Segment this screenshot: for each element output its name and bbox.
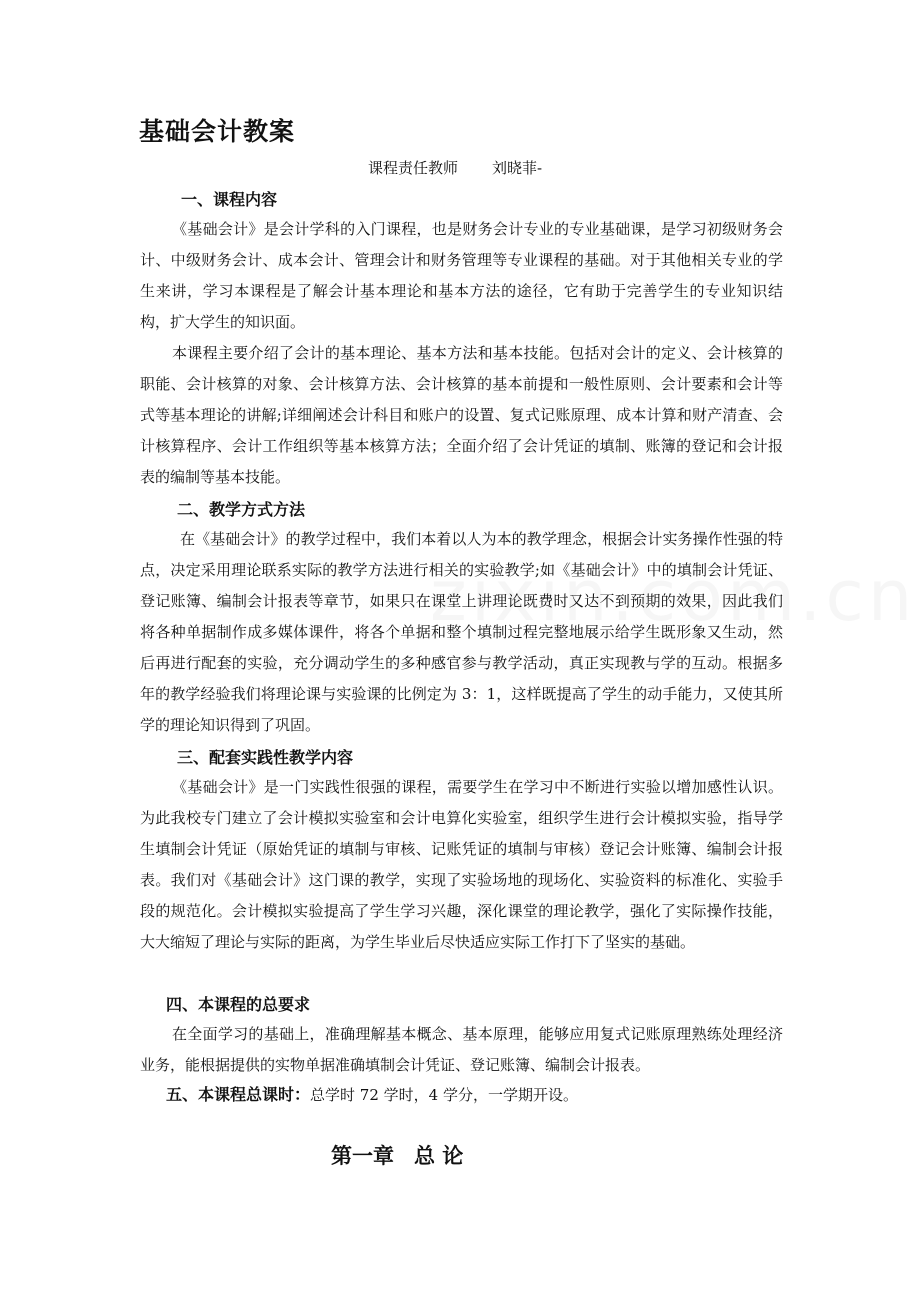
- section-heading-course-content: 一、课程内容: [181, 190, 278, 209]
- total-hours-line: [166, 1082, 578, 1105]
- teacher-line: [368, 157, 542, 178]
- teacher-name: 刘晓菲-: [492, 159, 543, 177]
- chapter-title: [331, 1140, 463, 1170]
- total-hours-label: 五、本课程总课时：: [166, 1085, 311, 1104]
- paragraph-teaching-methods: 在《基础会计》的教学过程中，我们本着以人为本的教学理念，根据会计实务操作性强的特点，决定采用理论联系实际的教学方法进行相关的实验教学;如《基础会计》中的填制会计凭证、登记账簿、编制会计报表等章节，如果只在课堂上讲理论既费时又达不到预期的效果，因此我们将各种单据制作成多媒体课件，将各个单据和整个填制过程完整地展示给学生既形象又生动，然后再进行配套的实验，充分调动学生的多种感官参与教学活动，真正实现教与学的互动。根据多年的教学经验我们将理论课与实验课的比例定为 3：1，这样既提高了学生的动手能力，又使其所学的理论知识得到了巩固。: [140, 530, 783, 734]
- total-hours-value: 总学时 72 学时，4 学分，一学期开设。: [310, 1086, 578, 1104]
- chapter-number: 第一章: [331, 1143, 394, 1168]
- section-heading-teaching-methods: 二、教学方式方法: [177, 500, 306, 519]
- teacher-label: 课程责任教师: [368, 159, 459, 177]
- section-heading-requirements: 四、本课程的总要求: [166, 995, 311, 1014]
- paragraph-requirements: 在全面学习的基础上，准确理解基本概念、基本原理，能够应用复式记账原理熟练处理经济业务，能根据提供的实物单据准确填制会计凭证、登记账簿、编制会计报表。: [140, 1025, 783, 1074]
- chapter-name: 总 论: [414, 1143, 464, 1168]
- document-title: 基础会计教案: [139, 117, 296, 146]
- section-heading-practice-content: 三、配套实践性教学内容: [177, 748, 354, 767]
- paragraph-course-intro: 《基础会计》是会计学科的入门课程，也是财务会计专业的专业基础课，是学习初级财务会计、中级财务会计、成本会计、管理会计和财务管理等专业课程的基础。对于其他相关专业的学生来讲，学习本课程是了解会计基本理论和基本方法的途径，它有助于完善学生的专业知识结构，扩大学生的知识面。: [140, 220, 783, 331]
- paragraph-practice-content: 《基础会计》是一门实践性很强的课程，需要学生在学习中不断进行实验以增加感性认识。为此我校专门建立了会计模拟实验室和会计电算化实验室，组织学生进行会计模拟实验，指导学生填制会计凭证（原始凭证的填制与审核、记账凭证的填制与审核）登记会计账簿、编制会计报表。我们对《基础会计》这门课的教学，实现了实验场地的现场化、实验资料的标准化、实验手段的规范化。会计模拟实验提高了学生学习兴趣，深化课堂的理论教学，强化了实际操作技能，大大缩短了理论与实际的距离，为学生毕业后尽快适应实际工作打下了坚实的基础。: [140, 778, 783, 951]
- paragraph-course-scope: 本课程主要介绍了会计的基本理论、基本方法和基本技能。包括对会计的定义、会计核算的职能、会计核算的对象、会计核算方法、会计核算的基本前提和一般性原则、会计要素和会计等式等基本理论的讲解;详细阐述会计科目和账户的设置、复式记账原理、成本计算和财产清查、会计核算程序、会计工作组织等基本核算方法；全面介绍了会计凭证的填制、账簿的登记和会计报表的编制等基本技能。: [140, 344, 783, 486]
